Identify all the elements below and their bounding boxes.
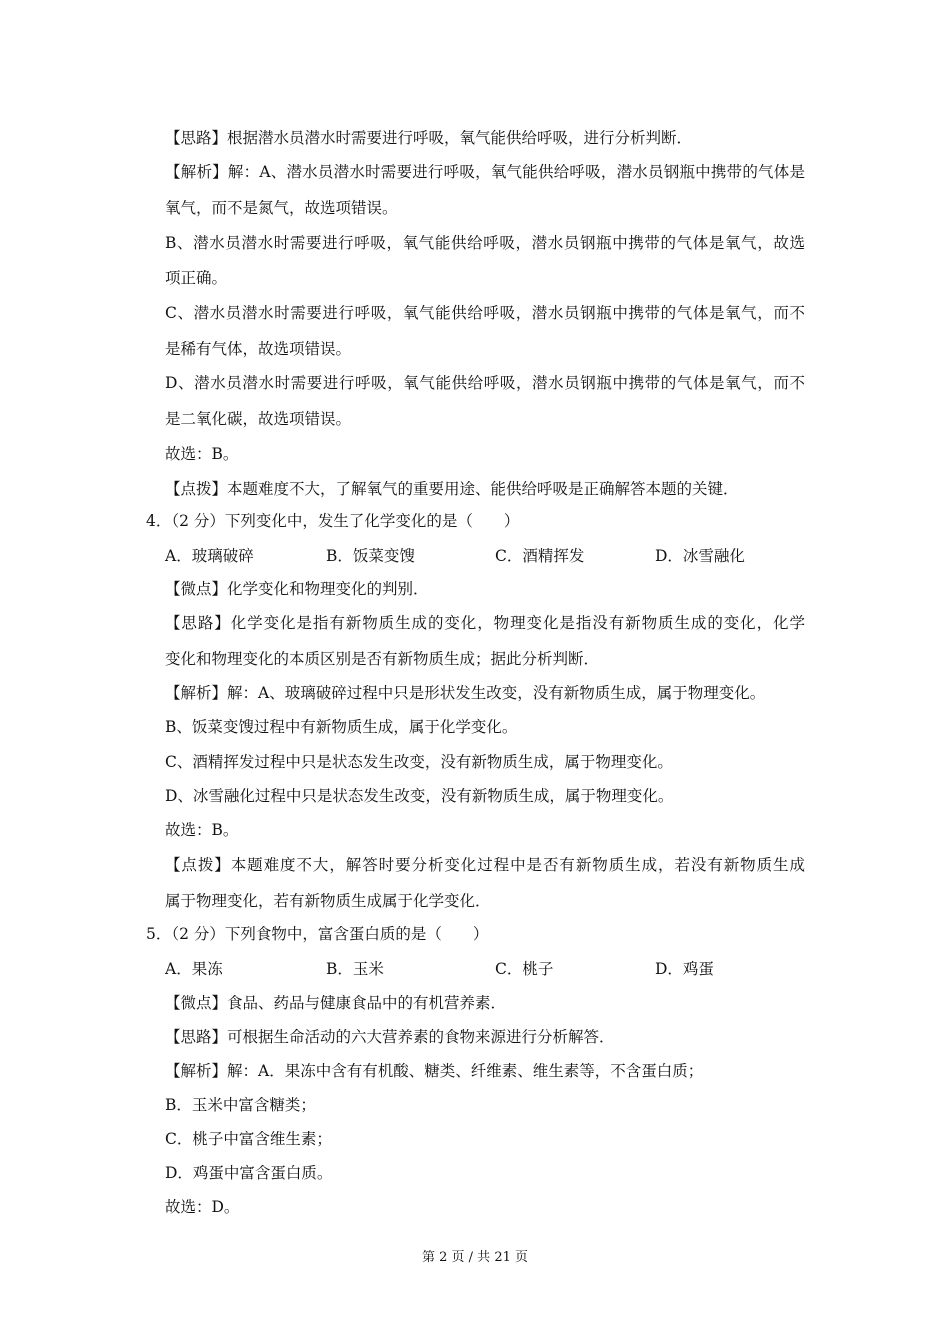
page-number-footer: 第 2 页 / 共 21 页 (422, 1250, 528, 1265)
q4-option-d: D．冰雪融化 (655, 547, 745, 565)
q4-option-c-analysis: C、酒精挥发过程中只是状态发生改变，没有新物质生成，属于物理变化。 (165, 753, 673, 771)
q5-answer: 故选：D。 (165, 1198, 240, 1216)
q5-option-b: B．玉米 (326, 960, 384, 978)
q5-option-a: A．果冻 (165, 960, 223, 978)
q5-weidian: 【微点】食品、药品与健康食品中的有机营养素． (165, 994, 507, 1012)
q4-answer: 故选：B。 (165, 821, 239, 839)
q5-option-b-analysis: B．玉米中富含糖类； (165, 1096, 316, 1114)
q3-option-b-analysis-line1: B、潜水员潜水时需要进行呼吸，氧气能供给呼吸，潜水员钢瓶中携带的气体是氧气，故选 (165, 234, 805, 252)
q3-option-c-analysis-line1: C、潜水员潜水时需要进行呼吸，氧气能供给呼吸，潜水员钢瓶中携带的气体是氧气，而不 (165, 304, 805, 322)
q3-jiexi-line2: 氧气，而不是氮气，故选项错误。 (165, 199, 398, 217)
q5-option-d: D．鸡蛋 (655, 960, 714, 978)
q3-option-b-analysis-line2: 项正确。 (165, 269, 228, 287)
q5-stem: 5．（2 分）下列食物中，富含蛋白质的是（ ） (146, 925, 489, 943)
q4-jiexi: 【解析】解：A、玻璃破碎过程中只是形状发生改变，没有新物质生成，属于物理变化。 (165, 684, 766, 702)
q4-option-a: A．玻璃破碎 (165, 547, 254, 565)
q5-silu: 【思路】可根据生命活动的六大营养素的食物来源进行分析解答． (165, 1028, 615, 1046)
q4-silu-line1: 【思路】化学变化是指有新物质生成的变化，物理变化是指没有新物质生成的变化，化学 (165, 614, 805, 632)
q3-option-c-analysis-line2: 是稀有气体，故选项错误。 (165, 340, 352, 358)
q5-option-c-analysis: C．桃子中富含维生素； (165, 1130, 332, 1148)
q5-option-c: C．桃子 (495, 960, 554, 978)
q3-dianbo: 【点拨】本题难度不大，了解氧气的重要用途、能供给呼吸是正确解答本题的关键． (165, 480, 739, 498)
q5-jiexi: 【解析】解：A．果冻中含有有机酸、糖类、纤维素、维生素等，不含蛋白质； (165, 1062, 704, 1080)
q4-silu-line2: 变化和物理变化的本质区别是否有新物质生成；据此分析判断． (165, 650, 600, 668)
q3-option-d-analysis-line1: D、潜水员潜水时需要进行呼吸，氧气能供给呼吸，潜水员钢瓶中携带的气体是氧气，而不 (165, 374, 805, 392)
q4-option-b-analysis: B、饭菜变馊过程中有新物质生成，属于化学变化。 (165, 718, 518, 736)
q4-stem: 4．（2 分）下列变化中，发生了化学变化的是（ ） (146, 512, 520, 530)
q4-weidian: 【微点】化学变化和物理变化的判别． (165, 580, 429, 598)
q4-dianbo-line2: 属于物理变化，若有新物质生成属于化学变化． (165, 892, 491, 910)
q3-option-d-analysis-line2: 是二氧化碳，故选项错误。 (165, 410, 352, 428)
q3-answer: 故选：B。 (165, 445, 239, 463)
q4-dianbo-line1: 【点拨】本题难度不大，解答时要分析变化过程中是否有新物质生成，若没有新物质生成 (165, 856, 805, 874)
q3-silu: 【思路】根据潜水员潜水时需要进行呼吸，氧气能供给呼吸，进行分析判断． (165, 129, 693, 147)
q4-option-d-analysis: D、冰雪融化过程中只是状态发生改变，没有新物质生成，属于物理变化。 (165, 787, 674, 805)
q4-option-c: C．酒精挥发 (495, 547, 585, 565)
q4-option-b: B．饭菜变馊 (326, 547, 415, 565)
q3-jiexi-line1: 【解析】解：A、潜水员潜水时需要进行呼吸，氧气能供给呼吸，潜水员钢瓶中携带的气体是 (165, 163, 805, 181)
q5-option-d-analysis: D．鸡蛋中富含蛋白质。 (165, 1164, 333, 1182)
